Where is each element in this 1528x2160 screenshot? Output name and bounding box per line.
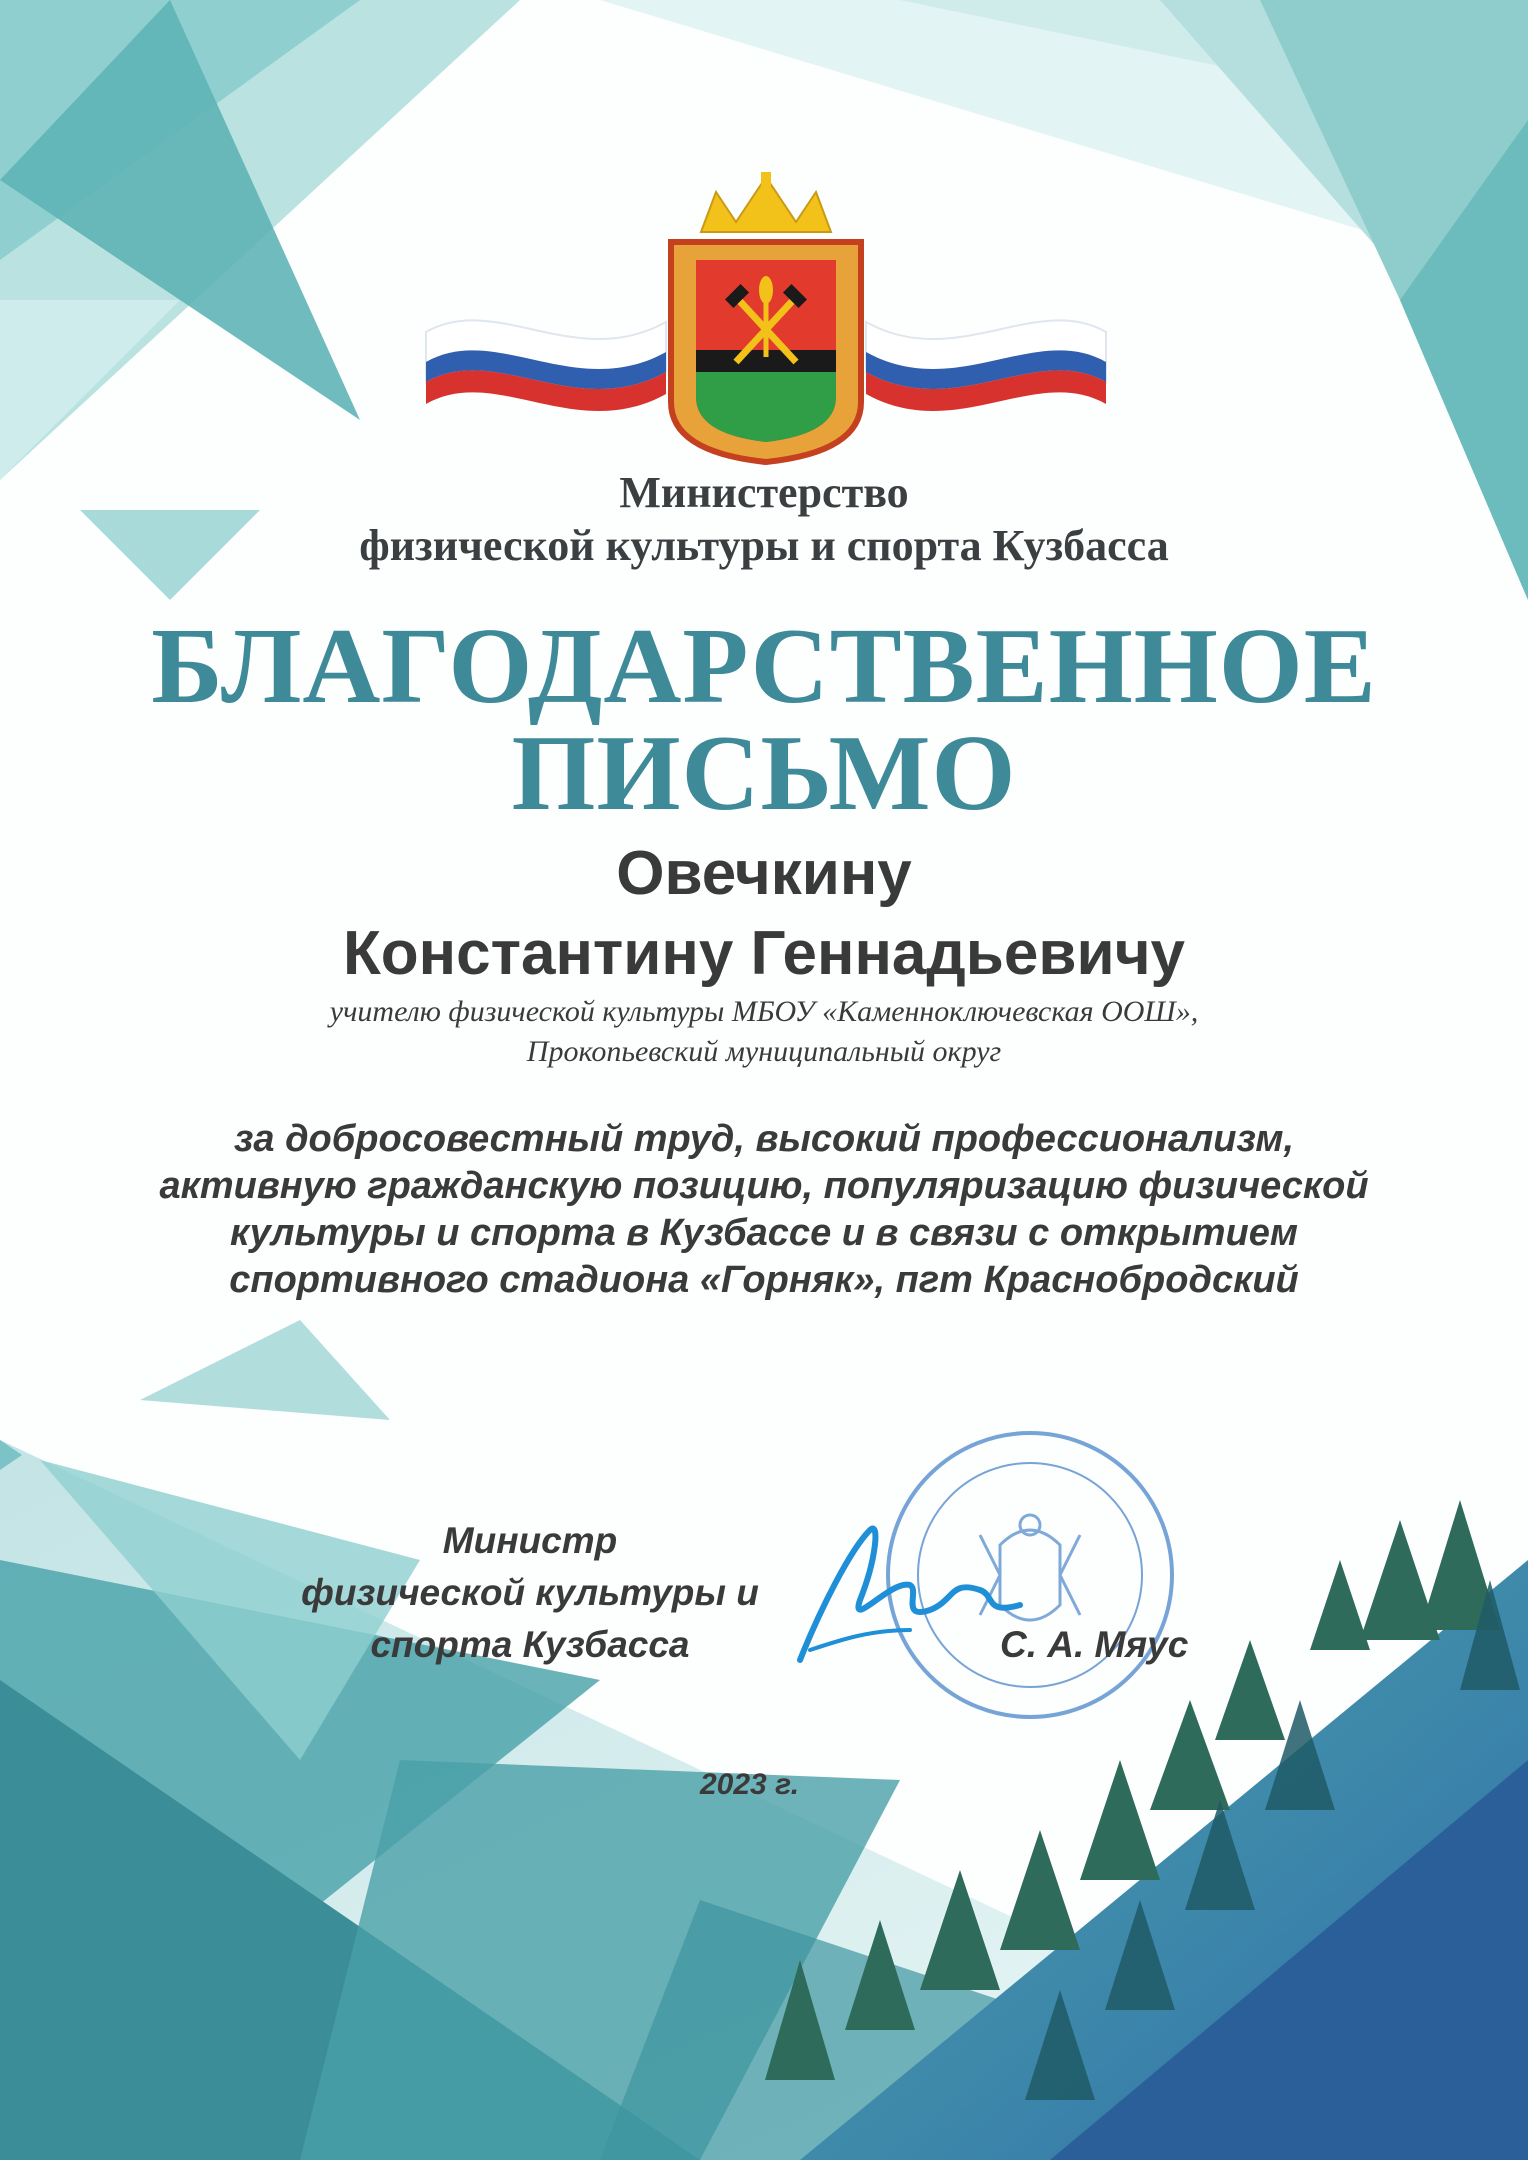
recipient-position-line-2: Прокопьевский муниципальный округ xyxy=(526,1035,1002,1068)
recipient-position-line-1: учителю физической культуры МБОУ «Каменноключевская ООШ», xyxy=(329,995,1199,1028)
ministry-name-line-2: физической культуры и спорта Кузбасса xyxy=(359,521,1169,570)
issue-year: 2023 г. xyxy=(700,1768,800,1801)
reason-line-2: активную гражданскую позицию, популяризацию физической xyxy=(159,1165,1369,1207)
reason-line-1: за добросовестный труд, высокий профессионализм, xyxy=(233,1118,1295,1160)
reason-line-4: спортивного стадиона «Горняк», пгт Краснобродский xyxy=(229,1259,1299,1301)
signatory-name: С. А. Мяус xyxy=(1000,1624,1189,1665)
recipient-surname: Овечкину xyxy=(616,839,912,908)
coat-of-arms-emblem xyxy=(416,172,1116,472)
recipient-given-names: Константину Геннадьевичу xyxy=(342,919,1186,988)
ministry-name-line-1: Министерство xyxy=(619,468,909,517)
signatory-position-line-3: спорта Кузбасса xyxy=(370,1624,690,1665)
reason-line-3: культуры и спорта в Кузбассе и в связи с открытием xyxy=(229,1212,1299,1254)
signatory-position-line-1: Министр xyxy=(442,1520,618,1561)
signatory-position-line-2: физической культуры и xyxy=(301,1572,759,1613)
document-title-line-1: БЛАГОДАРСТВЕННОЕ xyxy=(151,607,1377,726)
document-title-line-2: ПИСЬМО xyxy=(511,714,1017,833)
